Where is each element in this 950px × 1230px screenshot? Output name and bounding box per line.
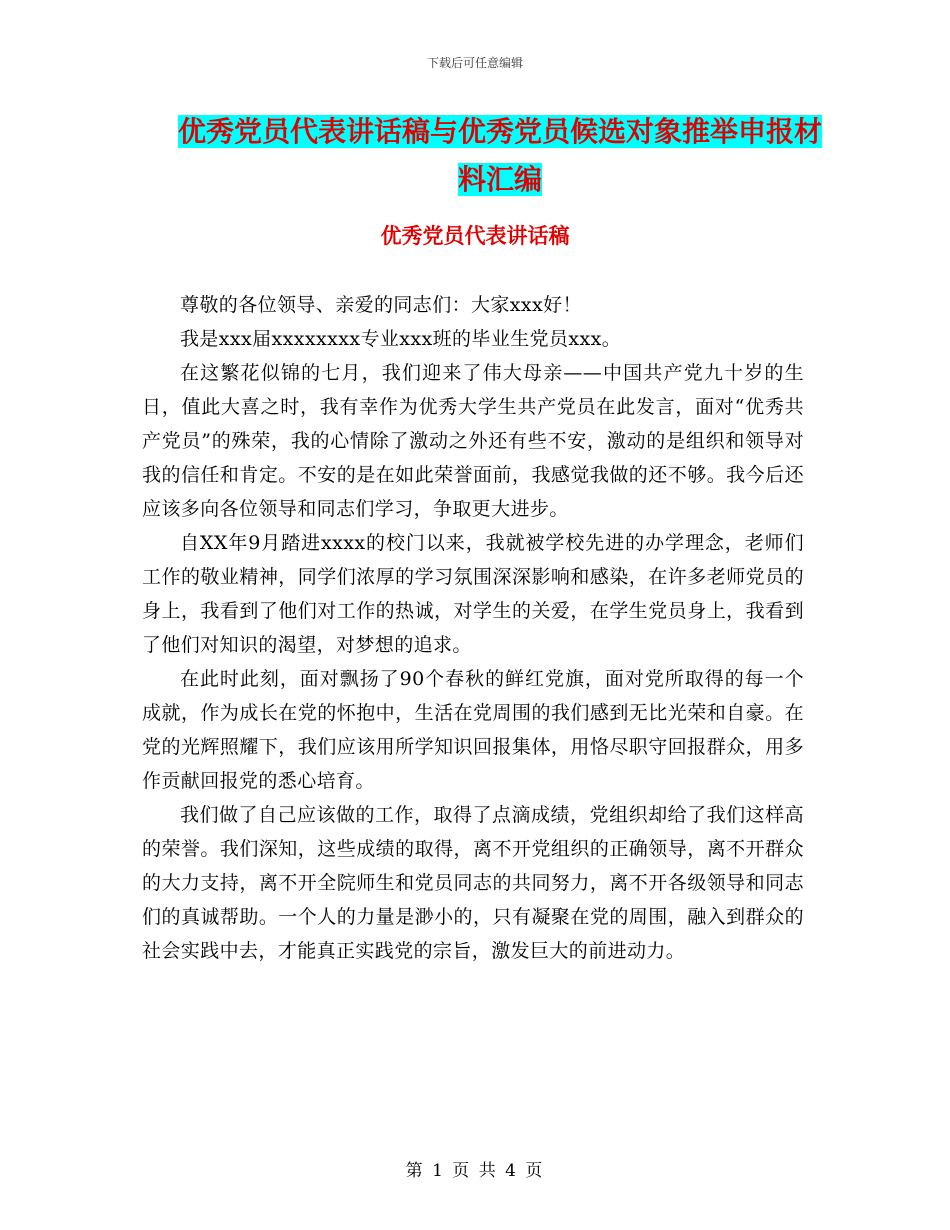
section-title: 优秀党员代表讲话稿: [380, 224, 570, 248]
document-title-line-2: 料汇编: [457, 163, 542, 196]
paragraph-greeting: 尊敬的各位领导、亲爱的同志们：大家xxx好！: [180, 294, 582, 316]
paragraph: 在此时此刻，面对飘扬了90个春秋的鲜红党旗，面对党所取得的每一个成就，作为成长在党的怀抱中，生活在党周围的我们感到无比光荣和自豪。在党的光辉照耀下，我们应该用所学知识回报集体，用恪尽职守回报群众，用多作贡献回报党的悉心培育。: [142, 668, 804, 792]
document-body: [142, 288, 804, 968]
paragraph: 在这繁花似锦的七月，我们迎来了伟大母亲——中国共产党九十岁的生日，值此大喜之时，我有幸作为优秀大学生共产党员在此发言，面对“优秀共产党员”的殊荣，我的心情除了激动之外还有些不安，激动的是组织和领导对我的信任和肯定。不安的是在如此荣誉面前，我感觉我做的还不够。我今后还应该多向各位领导和同志们学习，争取更大进步。: [142, 362, 804, 520]
document-title: [150, 108, 850, 204]
paragraph: 我们做了自己应该做的工作，取得了点滴成绩，党组织却给了我们这样高的荣誉。我们深知，这些成绩的取得，离不开党组织的正确领导，离不开群众的大力支持，离不开全院师生和党员同志的共同努力，离不开各级领导和同志们的真诚帮助。一个人的力量是渺小的，只有凝聚在党的周围，融入到群众的社会实践中去，才能真正实践党的宗旨，激发巨大的前进动力。: [142, 804, 804, 962]
page-number-footer: 第 1 页 共 4 页: [405, 1161, 545, 1181]
paragraph: 自XX年9月踏进xxxx的校门以来，我就被学校先进的办学理念，老师们工作的敬业精神，同学们浓厚的学习氛围深深影响和感染，在许多老师党员的身上，我看到了他们对工作的热诚，对学生的关爱，在学生党员身上，我看到了他们对知识的渴望，对梦想的追求。: [142, 532, 804, 656]
document-title-line-1: 优秀党员代表讲话稿与优秀党员候选对象推举申报材: [177, 115, 822, 148]
header-note: 下载后可任意编辑: [426, 56, 523, 70]
paragraph-introduction: 我是xxx届xxxxxxxx专业xxx班的毕业生党员xxx。: [180, 328, 622, 350]
